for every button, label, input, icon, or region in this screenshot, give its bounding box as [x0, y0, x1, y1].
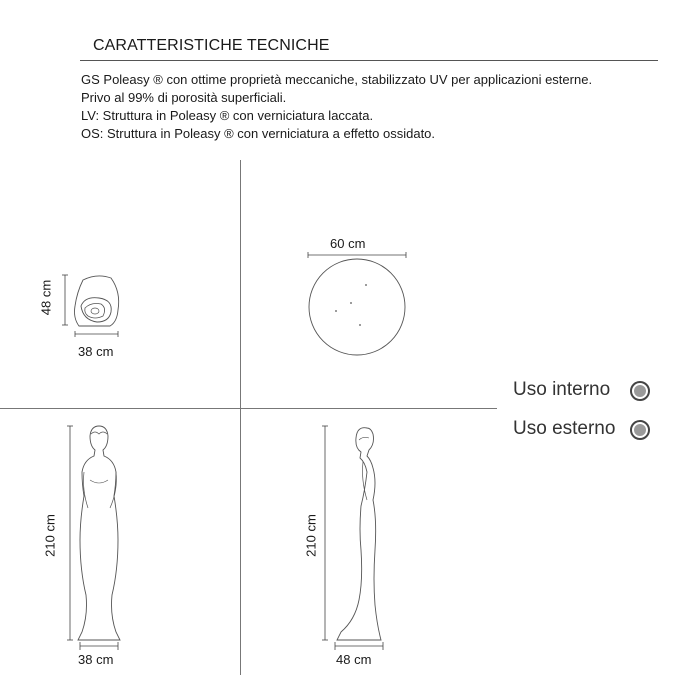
front-figure-drawing	[60, 420, 140, 650]
spec-line-os: OS: Struttura in Poleasy ® con verniciatura a effetto ossidato.	[81, 126, 436, 141]
usage-indoor-label: Uso interno	[513, 379, 611, 400]
spec-line-lv: LV: Struttura in Poleasy ® con verniciatura laccata.	[81, 108, 374, 123]
vertical-divider	[240, 160, 241, 675]
radio-dot	[634, 424, 646, 436]
spec-line-material: GS Poleasy ® con ottime proprietà meccaniche, stabilizzato UV per applicazioni esterne.	[81, 72, 593, 87]
top-view-drawing	[300, 245, 420, 365]
seat-drawing	[55, 270, 135, 350]
seat-width-label: 38 cm	[78, 344, 114, 359]
title-divider	[80, 60, 658, 61]
side-figure-drawing	[315, 420, 395, 650]
side-width-label: 48 cm	[336, 652, 372, 667]
usage-outdoor-label: Uso esterno	[513, 418, 616, 439]
horizontal-divider	[0, 408, 497, 409]
seat-height-label: 48 cm	[38, 279, 54, 316]
front-width-label: 38 cm	[78, 652, 114, 667]
page-title: CARATTERISTICHE TECNICHE	[93, 37, 330, 54]
front-height-label: 210 cm	[42, 514, 58, 557]
outdoor-radio-icon[interactable]	[630, 420, 650, 440]
spec-line-porosity: Privo al 99% di porosità superficiali.	[81, 90, 287, 105]
side-height-label: 210 cm	[303, 514, 319, 557]
indoor-radio-icon[interactable]	[630, 381, 650, 401]
top-diameter-label: 60 cm	[330, 236, 366, 251]
radio-dot	[634, 385, 646, 397]
